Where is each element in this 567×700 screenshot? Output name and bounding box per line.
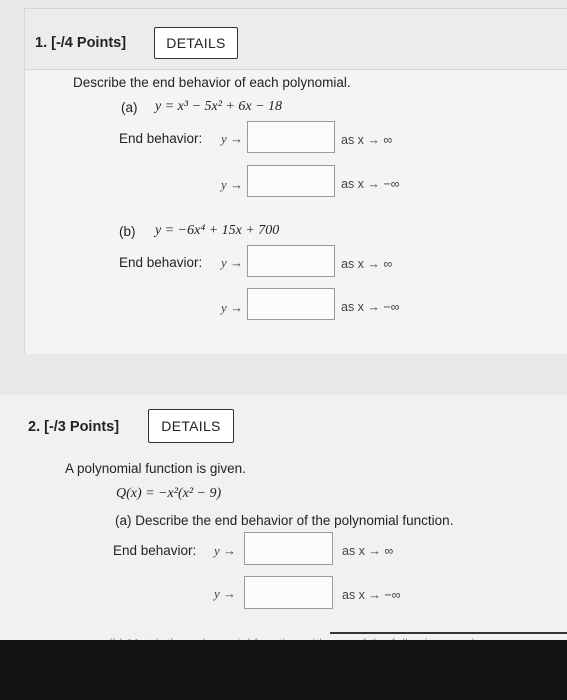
part-a-as-x-neg-inf: as x → −∞ <box>341 177 400 191</box>
part-b-label: (b) <box>119 224 136 239</box>
part-a-label: (a) <box>121 100 138 115</box>
question-2-as-x-neg-inf: as x → −∞ <box>342 588 401 602</box>
photo-edge-line <box>330 632 567 634</box>
question-2-y-arrow-2: y → <box>214 586 237 601</box>
part-a-equation: y = x³ − 5x² + 6x − 18 <box>155 99 283 114</box>
part-a-as-x-pos-inf: as x → ∞ <box>341 133 393 147</box>
part-b-answer-neg-inf[interactable] <box>247 288 335 320</box>
part-a-y-arrow-2: y → <box>221 177 244 192</box>
question-2-answer-pos-inf[interactable] <box>244 532 333 565</box>
question-2-answer-neg-inf[interactable] <box>244 576 333 609</box>
question-2-panel <box>0 395 567 645</box>
part-b-equation: y = −6x⁴ + 15x + 700 <box>155 223 280 238</box>
part-b-y-arrow-2: y → <box>221 300 244 315</box>
question-2-title: 2. [-/3 Points] <box>28 419 120 435</box>
part-b-end-behavior-label: End behavior: <box>119 255 203 270</box>
part-a-answer-neg-inf[interactable] <box>247 165 335 197</box>
dark-bottom-area <box>0 640 567 700</box>
part-a-end-behavior-label: End behavior: <box>119 131 203 146</box>
question-2-end-behavior-label: End behavior: <box>113 543 197 558</box>
question-2-part-a: (a) Describe the end behavior of the polynomial function. <box>115 513 454 528</box>
question-1-instruction: Describe the end behavior of each polynomial. <box>73 75 351 90</box>
question-2-details-button[interactable]: DETAILS <box>148 409 234 443</box>
question-2-as-x-pos-inf: as x → ∞ <box>342 544 394 558</box>
part-b-as-x-pos-inf: as x → ∞ <box>341 257 393 271</box>
part-b-as-x-neg-inf: as x → −∞ <box>341 300 400 314</box>
question-2-equation: Q(x) = −x²(x² − 9) <box>116 486 222 501</box>
question-1-header <box>25 9 567 70</box>
question-1-title: 1. [-/4 Points] <box>35 35 127 51</box>
part-b-answer-pos-inf[interactable] <box>247 245 335 277</box>
part-b-y-arrow-1: y → <box>221 255 244 270</box>
part-a-answer-pos-inf[interactable] <box>247 121 335 153</box>
question-2-y-arrow-1: y → <box>214 543 237 558</box>
question-1-panel <box>24 8 567 354</box>
part-a-y-arrow-1: y → <box>221 131 244 146</box>
question-2-intro: A polynomial function is given. <box>65 461 246 476</box>
question-1-details-button[interactable]: DETAILS <box>154 27 238 59</box>
